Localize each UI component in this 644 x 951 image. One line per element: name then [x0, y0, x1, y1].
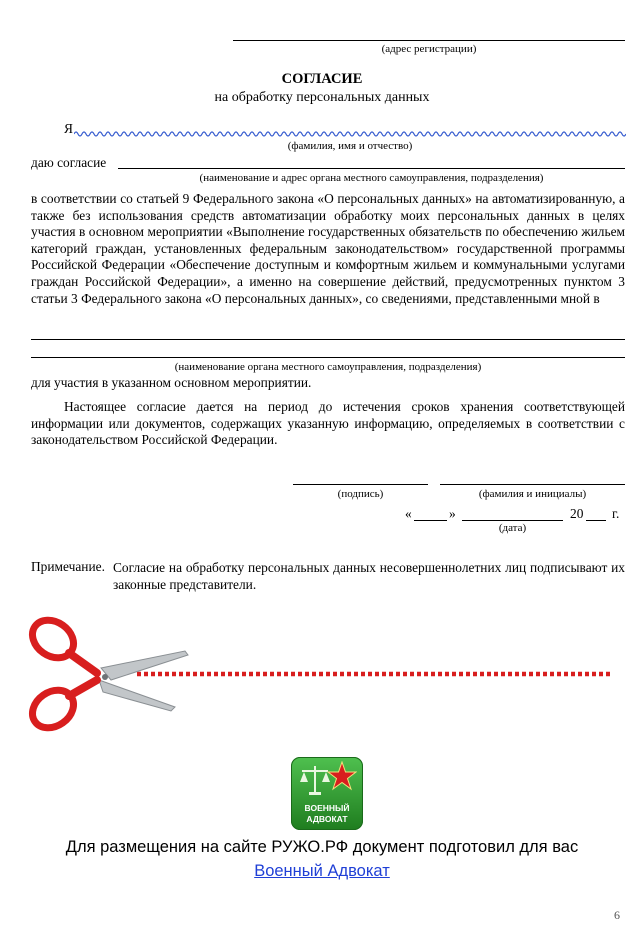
logo-line-2: АДВОКАТ [306, 814, 348, 824]
registration-caption: (адрес регистрации) [381, 43, 477, 55]
person-prefix: Я [64, 121, 73, 136]
date-close-quote: » [449, 506, 456, 521]
consent-label: даю согласие [31, 155, 107, 170]
consent-to-caption: (наименование и адрес органа местного самоуправления, подразделения) [199, 172, 544, 184]
page-number: 6 [614, 908, 620, 922]
date-day-line [414, 520, 447, 521]
date-caption: (дата) [498, 522, 527, 534]
date-year-suffix: г. [612, 506, 620, 521]
date-year-prefix: 20 [570, 506, 584, 521]
name-initials-caption: (фамилия и инициалы) [478, 488, 587, 500]
footer-text: Для размещения на сайте РУЖО.РФ документ подготовил для вас [65, 838, 579, 856]
signature-line [293, 484, 428, 485]
military-lawyer-logo [291, 757, 363, 830]
date-year-line [586, 520, 606, 521]
body-tail-line [31, 339, 625, 340]
organ-line [31, 357, 625, 358]
date-open-quote: « [405, 506, 412, 521]
participation-line: для участия в указанном основном мероприятии. [31, 375, 312, 390]
document-subtitle: на обработку персональных данных [214, 90, 430, 105]
logo-line-1: ВОЕННЫЙ [304, 803, 350, 813]
period-paragraph: Настоящее согласие дается на период до истечения сроков хранения соответствующей информации или документов, содержащих указанную информацию, определяемых в соответствии с законодательством Российской Федерации. [31, 399, 625, 448]
signature-caption: (подпись) [337, 488, 384, 500]
consent-to-line [118, 168, 625, 169]
name-initials-line [440, 484, 625, 485]
person-caption: (фамилия, имя и отчество) [287, 140, 413, 152]
person-wavy-underline [74, 130, 626, 138]
organ-caption: (наименование органа местного самоуправления, подразделения) [174, 361, 482, 373]
document-title: СОГЛАСИЕ [281, 71, 363, 87]
note-label: Примечание. [31, 559, 105, 574]
footer-link[interactable]: Военный Адвокат [254, 862, 390, 880]
scissors-cut-line [25, 610, 615, 735]
scissors-icon [25, 612, 188, 735]
registration-line [233, 40, 625, 41]
note-text: Согласие на обработку персональных данных несовершеннолетних лиц подписывают их законные представители. [113, 560, 625, 592]
body-paragraph: в соответствии со статьей 9 Федерального закона «О персональных данных» на автоматизированную, а также без использования средств автоматизации обработку моих персональных данных в целях участия в основном мероприятии «Выполнение государственных обязательств по обеспечению жильем категорий граждан, установленных федеральным законодательством» государственной программы Российской Федерации «Обеспечение доступным и комфортным жильем и коммунальными услугами граждан Российской Федерации», а именно на совершение действий, предусмотренных пунктом 3 статьи 3 Федерального закона «О персональных данных», со сведениями, представленными мной в [31, 191, 625, 306]
date-month-line [462, 520, 563, 521]
star-icon [327, 761, 357, 791]
